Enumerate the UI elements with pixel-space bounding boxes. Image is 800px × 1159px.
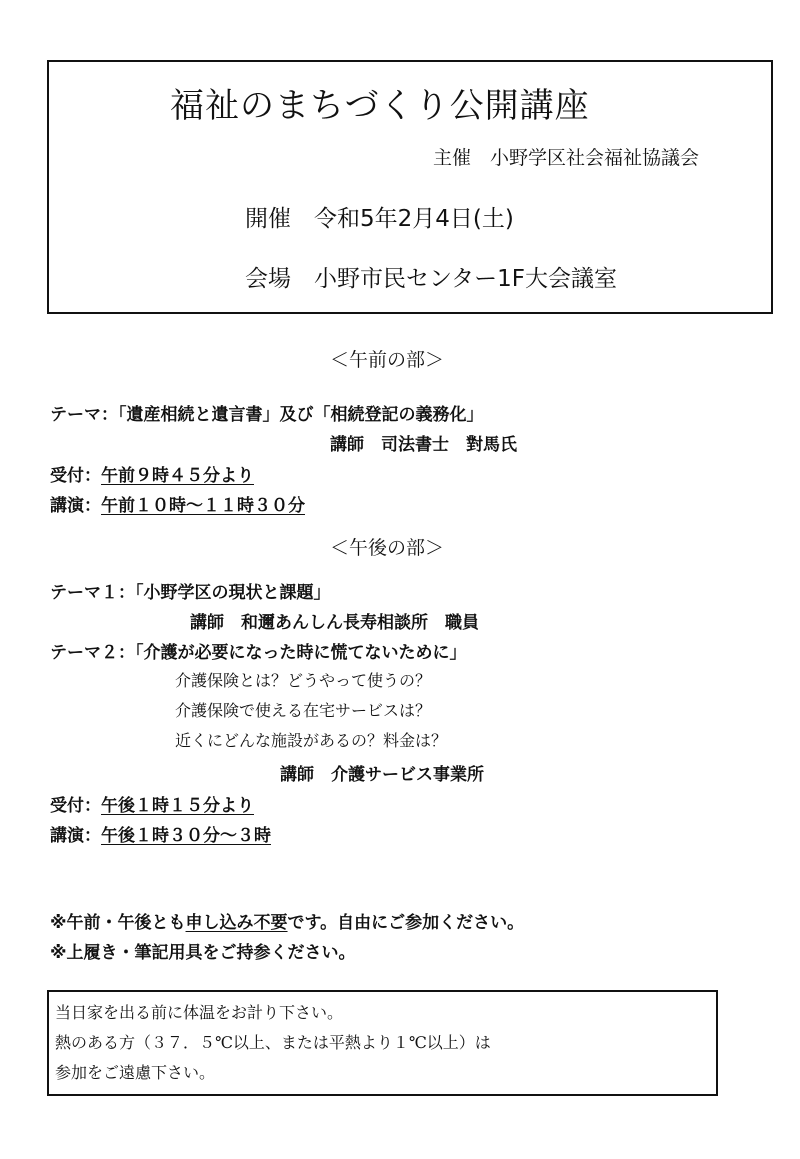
note1-emphasis: 申し込み不要 [185, 913, 288, 933]
afternoon-lecture-label: 講演： [50, 826, 101, 846]
afternoon-reception [50, 791, 254, 816]
notice-line: 当日家を出る前に体温をお計り下さい。 [55, 1003, 344, 1022]
afternoon-reception-label: 受付： [50, 796, 101, 816]
afternoon-lecturer1: 講師 和邇あんしん長寿相談所 職員 [190, 613, 479, 633]
organizer: 主催 小野学区社会福祉協議会 [433, 147, 700, 169]
morning-lecturer: 講師 司法書士 對馬氏 [330, 435, 517, 455]
afternoon-theme1 [50, 578, 331, 603]
afternoon-theme2 [50, 638, 467, 663]
morning-lecture-time: 午前１０時～１１時３０分 [101, 496, 305, 516]
event-date: 開催 令和5年2月4日(土) [245, 206, 514, 232]
afternoon-reception-time: 午後１時１５分より [101, 796, 254, 816]
note-no-registration [50, 908, 524, 933]
note-bring-items: ※上履き・筆記用具をご持参ください。 [50, 943, 356, 963]
note1-prefix: ※午前・午後とも [50, 913, 186, 933]
morning-heading: ＜午前の部＞ [330, 349, 445, 371]
afternoon-lecture [50, 821, 271, 846]
afternoon-lecture-time: 午後１時３０分～３時 [101, 826, 271, 846]
notice-line: 参加をご遠慮下さい。 [55, 1063, 216, 1082]
event-venue: 会場 小野市民センター1F大会議室 [245, 266, 617, 292]
page-title: 福祉のまちづくり公開講座 [170, 86, 590, 126]
question-item: 介護保険で使える在宅サービスは？ [175, 701, 432, 720]
morning-reception-time: 午前９時４５分より [101, 466, 254, 486]
notice-line: 熱のある方（３７．５℃以上、または平熱より１℃以上）は [55, 1033, 491, 1052]
morning-theme-text: 「遺産相続と遺言書」及び「相続登記の義務化」 [118, 405, 484, 425]
afternoon-theme2-text: 「介護が必要になった時に慌てないために」 [135, 643, 467, 663]
morning-theme-label: テーマ： [50, 405, 118, 425]
afternoon-theme1-label: テーマ１： [50, 583, 135, 603]
note1-suffix: です。自由にご参加ください。 [287, 913, 525, 933]
morning-reception-label: 受付： [50, 466, 101, 486]
morning-lecture-label: 講演： [50, 496, 101, 516]
morning-reception [50, 461, 254, 486]
morning-lecture [50, 491, 305, 516]
question-item: 近くにどんな施設があるの？料金は？ [175, 731, 448, 750]
question-item: 介護保険とは？どうやって使うの？ [175, 671, 432, 690]
morning-theme [50, 400, 484, 425]
afternoon-lecturer2: 講師 介護サービス事業所 [280, 765, 484, 785]
afternoon-theme2-label: テーマ２： [50, 643, 135, 663]
afternoon-theme1-text: 「小野学区の現状と課題」 [135, 583, 331, 603]
afternoon-heading: ＜午後の部＞ [330, 537, 445, 559]
